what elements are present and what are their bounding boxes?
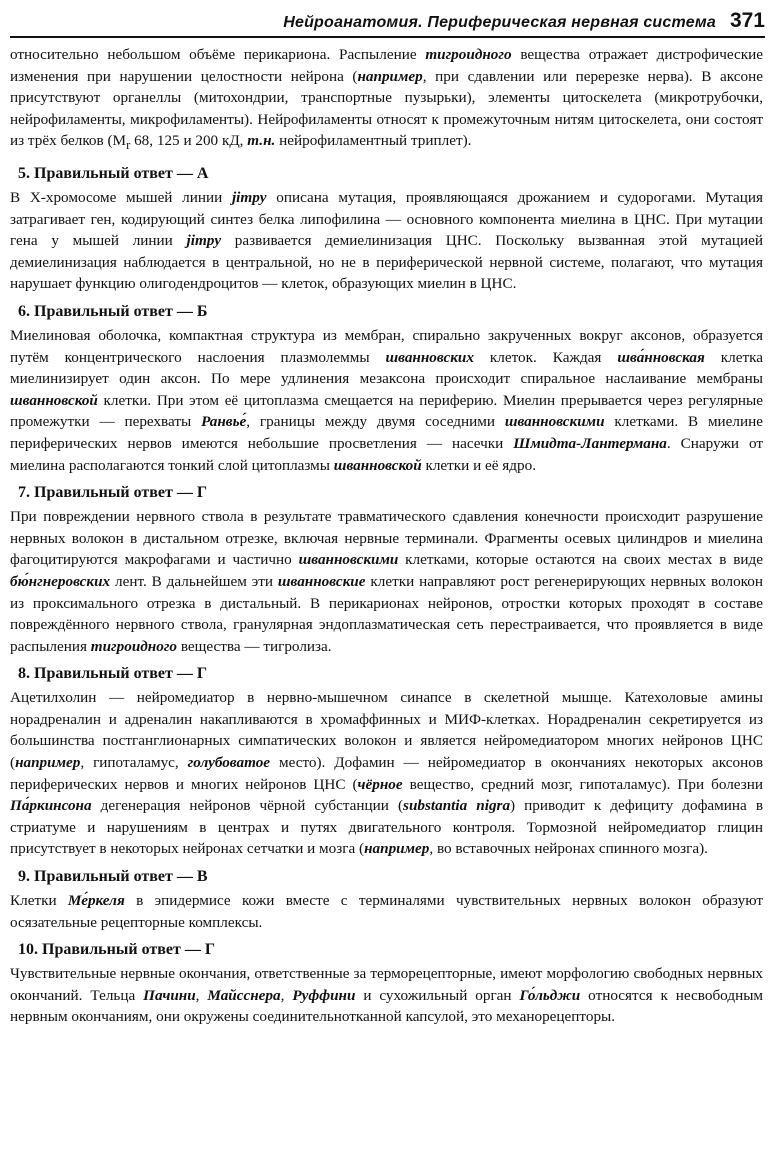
answer-7-text: При повреждении нервного ствола в результате травматического сдавления конечности происходит разрушение нервных волокон в дистальном отрезке, включая нервные терминали. Фрагменты осевых цилиндров и миелина фагоцитируются макрофагами и частично шванновскими клетками, которые остаются на своих местах в виде бю́нгнеровских лент. В дальнейшем эти шванновские клетки направляют рост регенерирующих нервных волокон из проксимального отрезка в дистальный. В перикарионах нейронов, отростки которых проходят в составе повреждённого нервного ствола, гранулярная эндоплазматическая сеть перестраивается, что проявляется в виде распыления тигроидного вещества — тигролиза. bbox=[10, 508, 763, 655]
answer-5-heading: 5. Правильный ответ — А bbox=[18, 165, 209, 182]
answer-8-heading: 8. Правильный ответ — Г bbox=[18, 665, 207, 683]
answer-6-text: Миелиновая оболочка, компактная структура из мембран, спирально закрученных вокруг аксонов, образуется путём концентрического наслоения плазмолеммы шванновских клеток. Каждая шва́нновская клетка миелинизирует один аксон. По мере удлинения мезаксона происходит спиральное наслаивание мембраны шванновской клетки. При этом её цитоплазма смещается на периферию. Миелин прерывается через регулярные промежутки — перехваты Ранвье́, границы между двумя соседними шванновскими клетками. В миелине периферических нервов имеются небольшие просветления — насечки Шмидта-Лантермана. Снаружи от миелина располагаются тонкий слой цитоплазмы шванновской клетки и её ядро. bbox=[10, 326, 763, 474]
answer-10-text: Чувствительные нервные окончания, ответственные за терморецепторные, имеют морфологию свободных нервных окончаний. Тельца Пачини, Майсснера, Руффини и сухожильный орган Го́льджи относятся к несвободным нервным окончаниям, они окружены соединительнотканной капсулой, это механорецепторы. bbox=[10, 965, 764, 1026]
answer-9-heading: 9. Правильный ответ — В bbox=[18, 868, 208, 886]
answer-9-text: Клетки Ме́ркеля в эпидермисе кожи вместе с терминалями чувствительных нервных волокон образуют осязательные рецепторные комплексы. bbox=[10, 892, 763, 931]
answer-8-text: Ацетилхолин — нейромедиатор в нервно-мышечном синапсе в скелетной мышце. Катехоловые амины норадреналин и адреналин накапливаются в хромаффинных и МИФ-клетках. Норадреналин секретируется из большинства постганглионарных симпатических волокон и является нейромедиатором многих нейронов ЦНС (например, гипоталамус, голубоватое место). Дофамин — нейромедиатор в окончаниях некоторых аксонов периферических нервов и многих нейронов ЦНС (чёрное вещество, средний мозг, гипоталамус). При болезни Па́ркинсона дегенерация нейронов чёрной субстанции (substantia nigra) приводит к дефициту дофамина в стриатуме и нарушениям в центрах и путях двигательного контроля. Тормозной нейромедиатор глицин присутствует в некоторых нейронах сетчатки и мозга (например, во вставочных нейронах спинного мозга). bbox=[10, 689, 764, 858]
intro-paragraph: относительно небольшом объёме перикариона. Распыление тигроидного вещества отражает дистрофические изменения при нарушении целостности нейрона (например, при сдавлении или перерезке нерва). В аксоне присутствуют органеллы (митохондрии, транспортные пузырьки), элементы цитоскелета (микротрубочки, нейрофиламенты, микрофиламенты). Нейрофиламенты относят к промежуточным нитям цитоскелета, они состоят из трёх белков ($M_r$ 68, 125 и 200 кД, т.н. нейрофиламентный триплет). bbox=[10, 46, 763, 153]
page-body bbox=[10, 44, 763, 1028]
page-number: 371 bbox=[729, 9, 765, 32]
running-title: Нейроанатомия. Периферическая нервная система bbox=[283, 14, 716, 31]
answer-7-heading: 7. Правильный ответ — Г bbox=[18, 484, 207, 502]
answer-6-heading: 6. Правильный ответ — Б bbox=[18, 302, 208, 320]
answer-10-heading: 10. Правильный ответ — Г bbox=[18, 941, 215, 959]
running-header bbox=[10, 8, 765, 38]
answer-5-text: В Х-хромосоме мышей линии jimpy описана мутация, проявляющаяся дрожанием и судорогами. Мутация затрагивает ген, кодирующий синтез белка липофилина — основного компонента миелина в ЦНС. При мутации гена у мышей линии jimpy развивается демиелинизация ЦНС. Поскольку вызванная этой мутацией демиелинизация наблюдается в центральной, но не в периферической нервной системе, полагают, что мутация нарушает функцию олигодендроцитов — клеток, образующих миелин в ЦНС. bbox=[10, 189, 763, 293]
